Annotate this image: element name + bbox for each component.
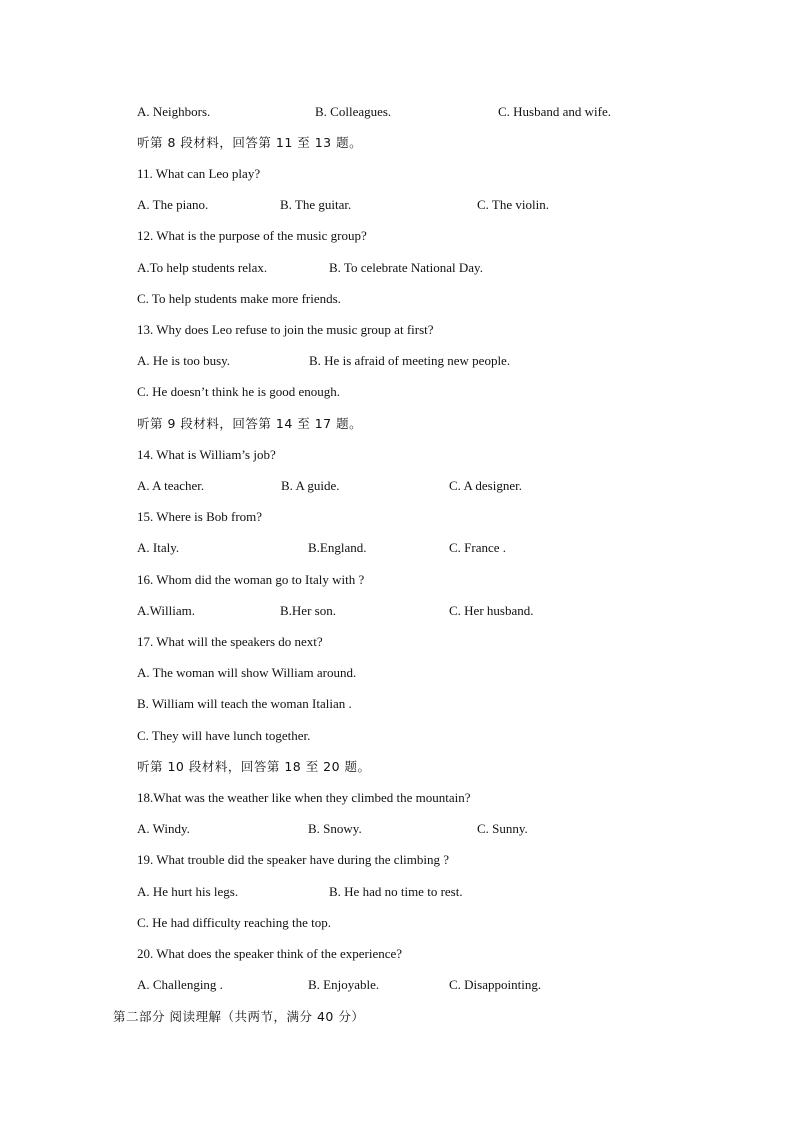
q19-option-b: B. He had no time to rest. — [329, 884, 463, 899]
section-heading-9: 听第 9 段材料，回答第 14 至 17 题。 — [137, 416, 363, 431]
question-11-stem: 11. What can Leo play? — [137, 166, 261, 181]
part-two-heading: 第二部分 阅读理解（共两节，满分 40 分） — [113, 1009, 365, 1024]
q20-option-a: A. Challenging . — [137, 977, 223, 992]
q15-option-a: A. Italy. — [137, 540, 180, 555]
q12-option-b: B. To celebrate National Day. — [329, 260, 483, 275]
question-13-stem: 13. Why does Leo refuse to join the music group at first? — [137, 322, 434, 337]
question-18-stem: 18.What was the weather like when they climbed the mountain? — [137, 790, 471, 805]
q15-option-c: C. France . — [449, 540, 507, 555]
q17-option-c: C. They will have lunch together. — [137, 728, 311, 743]
q18-option-c: C. Sunny. — [477, 821, 528, 836]
section-heading-10: 听第 10 段材料，回答第 18 至 20 题。 — [137, 759, 371, 774]
q12-option-a: A.To help students relax. — [137, 260, 268, 275]
question-15-stem: 15. Where is Bob from? — [137, 509, 263, 524]
q20-option-c: C. Disappointing. — [449, 977, 542, 992]
q10-option-b: B. Colleagues. — [315, 104, 392, 119]
q14-option-b: B. A guide. — [281, 478, 340, 493]
q13-option-a: A. He is too busy. — [137, 353, 231, 368]
q10-option-a: A. Neighbors. — [137, 104, 211, 119]
q12-option-c: C. To help students make more friends. — [137, 291, 341, 306]
q14-option-a: A. A teacher. — [137, 478, 205, 493]
question-16-stem: 16. Whom did the woman go to Italy with ? — [137, 572, 365, 587]
q16-option-b: B.Her son. — [280, 603, 336, 618]
q17-option-a: A. The woman will show William around. — [137, 665, 357, 680]
question-14-stem: 14. What is William’s job? — [137, 447, 276, 462]
q18-option-a: A. Windy. — [137, 821, 190, 836]
q19-option-c: C. He had difficulty reaching the top. — [137, 915, 331, 930]
q20-option-b: B. Enjoyable. — [308, 977, 380, 992]
q13-option-c: C. He doesn’t think he is good enough. — [137, 384, 341, 399]
q11-option-a: A. The piano. — [137, 197, 209, 212]
q19-option-a: A. He hurt his legs. — [137, 884, 239, 899]
question-19-stem: 19. What trouble did the speaker have during the climbing ? — [137, 852, 450, 867]
question-17-stem: 17. What will the speakers do next? — [137, 634, 323, 649]
section-heading-8: 听第 8 段材料，回答第 11 至 13 题。 — [137, 135, 363, 150]
question-20-stem: 20. What does the speaker think of the experience? — [137, 946, 403, 961]
q11-option-b: B. The guitar. — [280, 197, 352, 212]
q14-option-c: C. A designer. — [449, 478, 522, 493]
q18-option-b: B. Snowy. — [308, 821, 362, 836]
q16-option-a: A.William. — [137, 603, 195, 618]
q15-option-b: B.England. — [308, 540, 367, 555]
q16-option-c: C. Her husband. — [449, 603, 534, 618]
q17-option-b: B. William will teach the woman Italian . — [137, 696, 352, 711]
q10-option-c: C. Husband and wife. — [498, 104, 612, 119]
q13-option-b: B. He is afraid of meeting new people. — [309, 353, 511, 368]
q11-option-c: C. The violin. — [477, 197, 549, 212]
question-12-stem: 12. What is the purpose of the music group? — [137, 228, 367, 243]
